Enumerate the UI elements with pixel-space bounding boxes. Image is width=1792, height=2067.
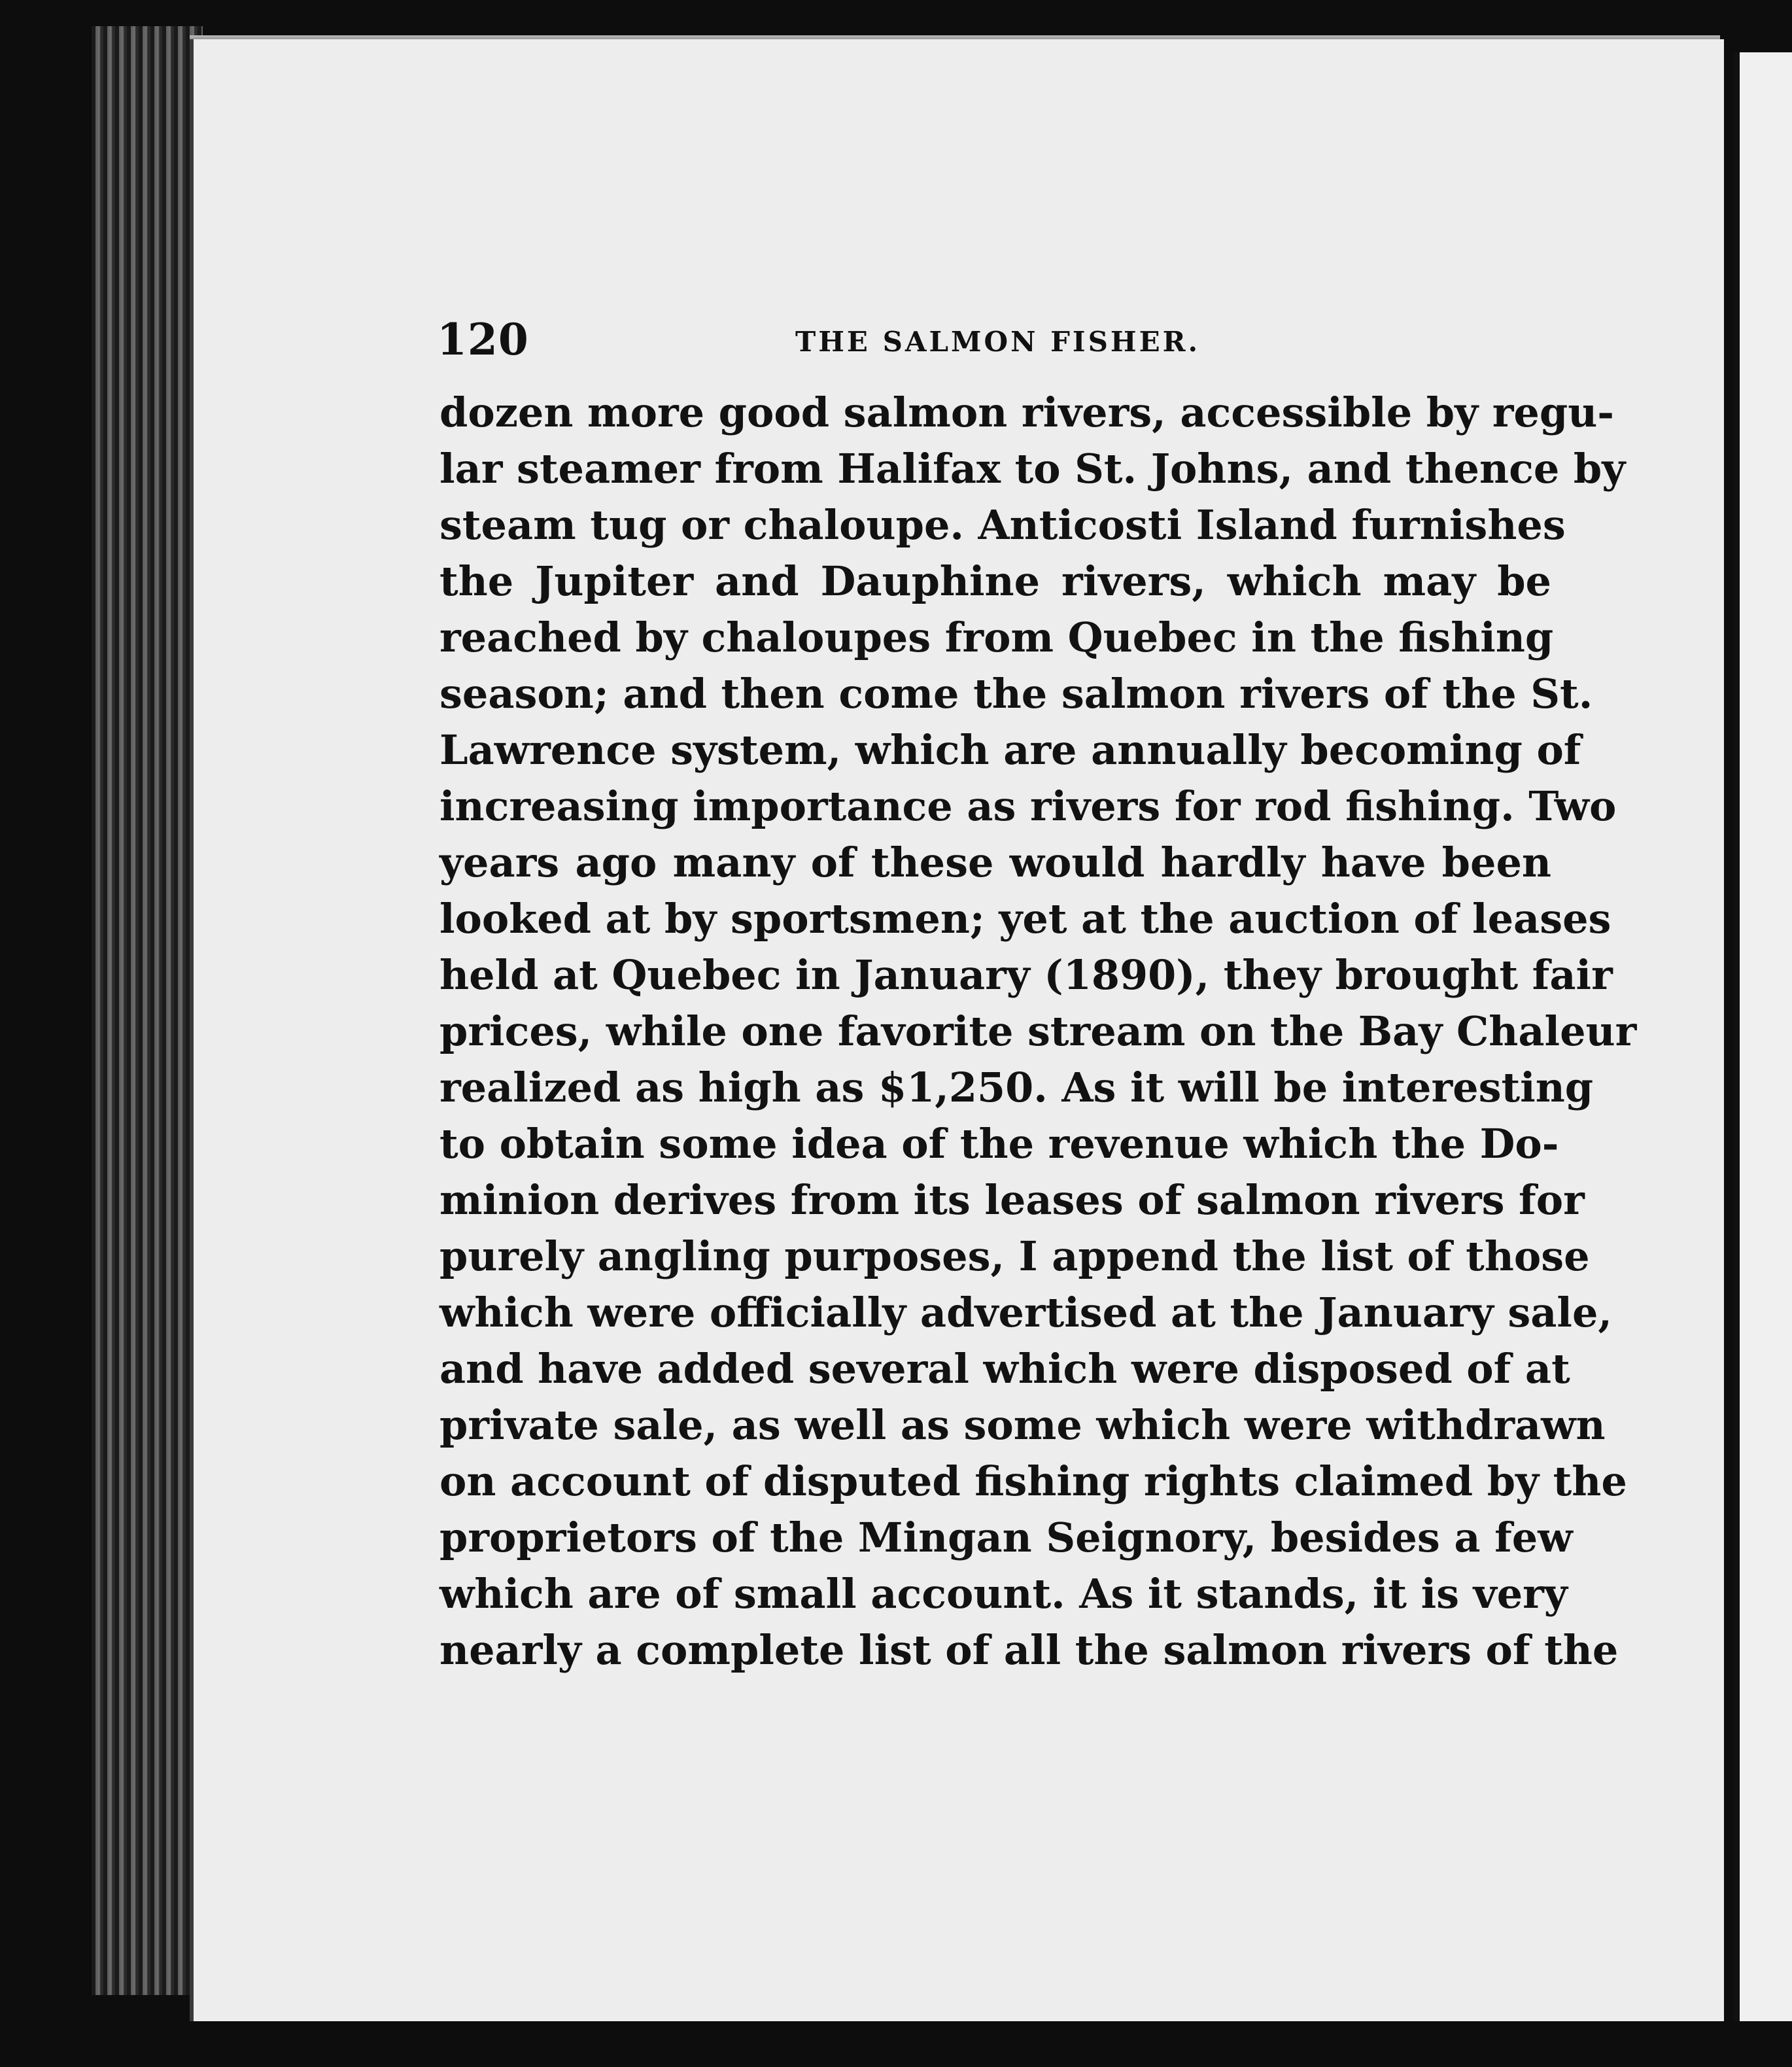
text-line: private sale, as well as some which were withdrawn — [439, 1401, 1606, 1449]
page-number: 120 — [437, 314, 529, 365]
text-line: on account of disputed fishing rights claimed by the — [439, 1457, 1627, 1505]
text-line: dozen more good salmon rivers, accessible by regu- — [439, 389, 1615, 436]
running-head — [437, 314, 1549, 373]
text-line: purely angling purposes, I append the list of those — [439, 1232, 1590, 1280]
text-line: to obtain some idea of the revenue which the Do- — [439, 1120, 1559, 1168]
text-line: steam tug or chaloupe. Anticosti Island furnishes — [439, 501, 1566, 549]
text-line: which were officially advertised at the January sale, — [439, 1289, 1612, 1336]
text-line: looked at by sportsmen; yet at the auction of leases — [439, 895, 1611, 943]
text-line: increasing importance as rivers for rod fishing. Two — [439, 782, 1617, 830]
text-line: lar steamer from Halifax to St. Johns, and thence by — [439, 445, 1626, 493]
text-line: and have added several which were disposed of at — [439, 1345, 1570, 1393]
text-line: minion derives from its leases of salmon rivers for — [439, 1176, 1585, 1224]
text-line: years ago many of these would hardly have been — [439, 839, 1551, 886]
text-line: Lawrence system, which are annually becoming of — [439, 726, 1581, 774]
text-line: realized as high as $1,250. As it will be interesting — [439, 1064, 1594, 1111]
book-page-edges — [92, 26, 203, 1995]
text-line: reached by chaloupes from Quebec in the fishing — [439, 614, 1554, 661]
body-text — [439, 385, 1637, 1678]
text-line: prices, while one favorite stream on the Bay Chaleur — [439, 1007, 1637, 1055]
text-line: which are of small account. As it stands, it is very — [439, 1570, 1568, 1618]
text-line: the Jupiter and Dauphine rivers, which may be — [439, 557, 1551, 605]
text-line: nearly a complete list of all the salmon rivers of the — [439, 1626, 1619, 1674]
running-title: THE SALMON FISHER. — [795, 326, 1201, 358]
facing-page-edge — [1733, 52, 1792, 2021]
text-line: season; and then come the salmon rivers of the St. — [439, 670, 1593, 718]
text-line: proprietors of the Mingan Seignory, besides a few — [439, 1514, 1573, 1561]
text-line: held at Quebec in January (1890), they brought fair — [439, 951, 1613, 999]
